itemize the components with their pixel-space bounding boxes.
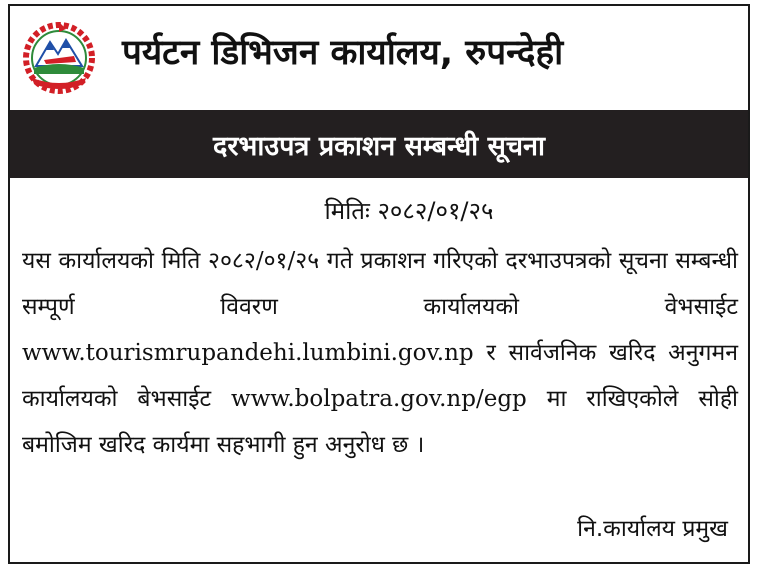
header	[10, 6, 748, 108]
notice-title: दरभाउपत्र प्रकाशन सम्बन्धी सूचना	[213, 130, 545, 162]
notice-body: यस कार्यालयको मिति २०८२/०१/२५ गते प्रकाशन गरिएको दरभाउपत्रको सूचना सम्बन्धी सम्पूर्ण विवरण कार्यालयको वेभसाईट www.tourismrupandehi.lumbini.gov.np र सार्वजनिक खरिद अनुगमन कार्यालयको बेभसाईट www.bolpatra.gov.np/egp मा राखिएकोले सोही बमोजिम खरिद कार्यमा सहभागी हुन अनुरोध छ ।	[22, 248, 738, 458]
nepal-government-emblem-icon	[22, 20, 96, 94]
signature-line: नि.कार्यालय प्रमुख	[577, 516, 728, 542]
notice-title-banner	[10, 110, 748, 178]
notice-frame	[8, 4, 750, 564]
notice-date: मितिः २०८२/०१/२५	[324, 197, 494, 225]
office-title: पर्यटन डिभिजन कार्यालय, रुपन्देही	[122, 33, 564, 73]
